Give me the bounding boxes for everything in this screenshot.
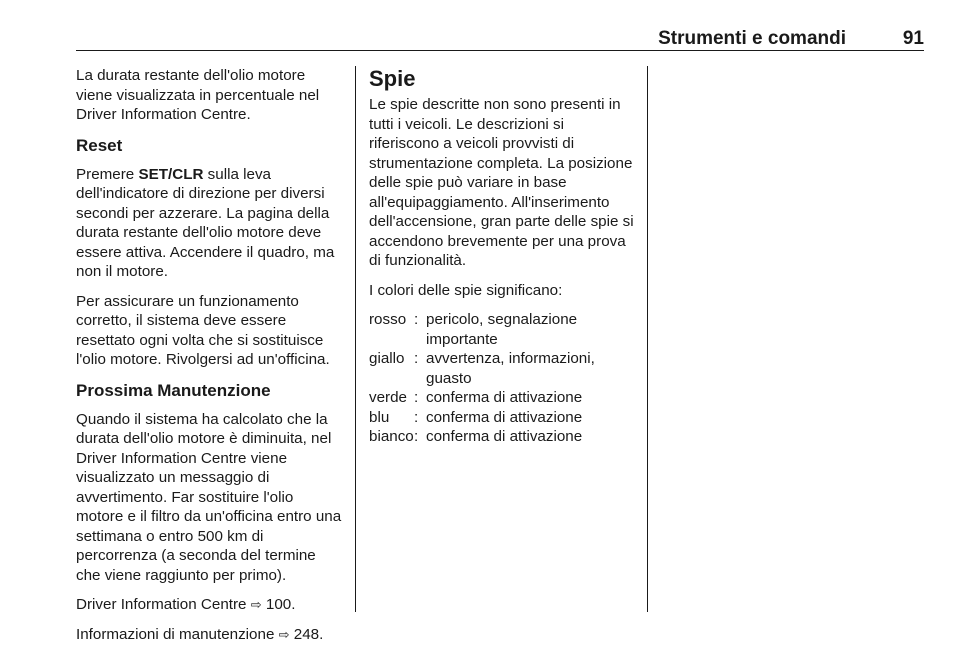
spie-paragraph: Le spie descritte non sono presenti in tutti i veicoli. Le descrizioni si riferiscono a veicoli provvisti di strumentazione completa. La posizione delle spie può variare in base all'equipaggiamento. All'inserimento dell'accensione, gran parte delle spie si accendono brevemente per una prova di funzionalità.	[369, 96, 634, 269]
reset-text-post: sulla leva dell'indicatore di direzione per diversi secondi per azzerare. La pagina della durata restante dell'olio motore deve essere attiva. Accendere il quadro, ma non il motore.	[76, 165, 335, 280]
color-name: bianco	[369, 428, 414, 445]
page-header	[76, 28, 924, 51]
color-row	[369, 349, 635, 388]
column-divider-2	[647, 66, 648, 612]
color-separator: :	[414, 428, 419, 445]
intro-paragraph: La durata restante dell'olio motore viene visualizzata in percentuale nel Driver Information Centre.	[76, 67, 320, 123]
page-number: 91	[902, 28, 924, 49]
left-column	[76, 66, 342, 654]
color-name: giallo	[369, 350, 405, 367]
reset-paragraph-2: Per assicurare un funzionamento corretto, il sistema deve essere resettato ogni volta che si sostituisce l'olio motore. Rivolgersi ad un'officina.	[76, 292, 330, 368]
column-divider-1	[355, 66, 356, 612]
color-name: blu	[369, 408, 390, 426]
color-separator: :	[414, 389, 419, 406]
reference-dic-page: 100.	[265, 596, 296, 613]
color-description: conferma di attivazione	[426, 408, 583, 426]
maintenance-paragraph: Quando il sistema ha calcolato che la durata dell'olio motore è diminuita, nel Driver Information Centre viene visualizzato un messaggio di avvertimento. Far sostituire l'olio motore e il filtro da un'officina entro una settimana o entro 500 km di percorrenza (a seconda del termine che viene raggiunto per primo).	[76, 410, 342, 584]
color-separator: :	[414, 350, 419, 367]
color-description: conferma di attivazione	[426, 389, 583, 406]
spie-heading: Spie	[369, 66, 416, 91]
color-row	[369, 427, 635, 447]
color-description: pericolo, segnalazione importante	[426, 311, 578, 348]
reset-heading: Reset	[76, 135, 123, 155]
page-reference-arrow-icon: ⇨	[278, 626, 290, 642]
color-meaning-table	[369, 310, 635, 447]
reference-dic-text: Driver Information Centre	[76, 596, 247, 613]
color-row	[369, 310, 635, 349]
color-row	[369, 408, 635, 428]
color-separator: :	[414, 408, 419, 426]
reference-dic[interactable]	[76, 595, 342, 615]
color-name: verde	[369, 389, 407, 406]
maintenance-heading: Prossima Manutenzione	[76, 380, 271, 400]
set-clr-label: SET/CLR	[138, 165, 204, 183]
colors-intro: I colori delle spie significano:	[369, 281, 563, 299]
color-description: conferma di attivazione	[426, 428, 583, 445]
reference-maintenance[interactable]	[76, 625, 342, 645]
color-description: avvertenza, informazioni, guasto	[426, 350, 595, 387]
reference-maintenance-text: Informazioni di manutenzione	[76, 625, 275, 643]
middle-column	[369, 66, 635, 447]
color-separator: :	[414, 311, 419, 328]
reference-maintenance-page: 248.	[293, 625, 324, 643]
reset-text-pre: Premere	[76, 165, 139, 183]
color-row	[369, 388, 635, 408]
color-name: rosso	[369, 311, 407, 328]
page-reference-arrow-icon: ⇨	[250, 597, 262, 612]
page-title: Strumenti e comandi	[658, 28, 846, 49]
reset-paragraph-1	[76, 165, 342, 282]
